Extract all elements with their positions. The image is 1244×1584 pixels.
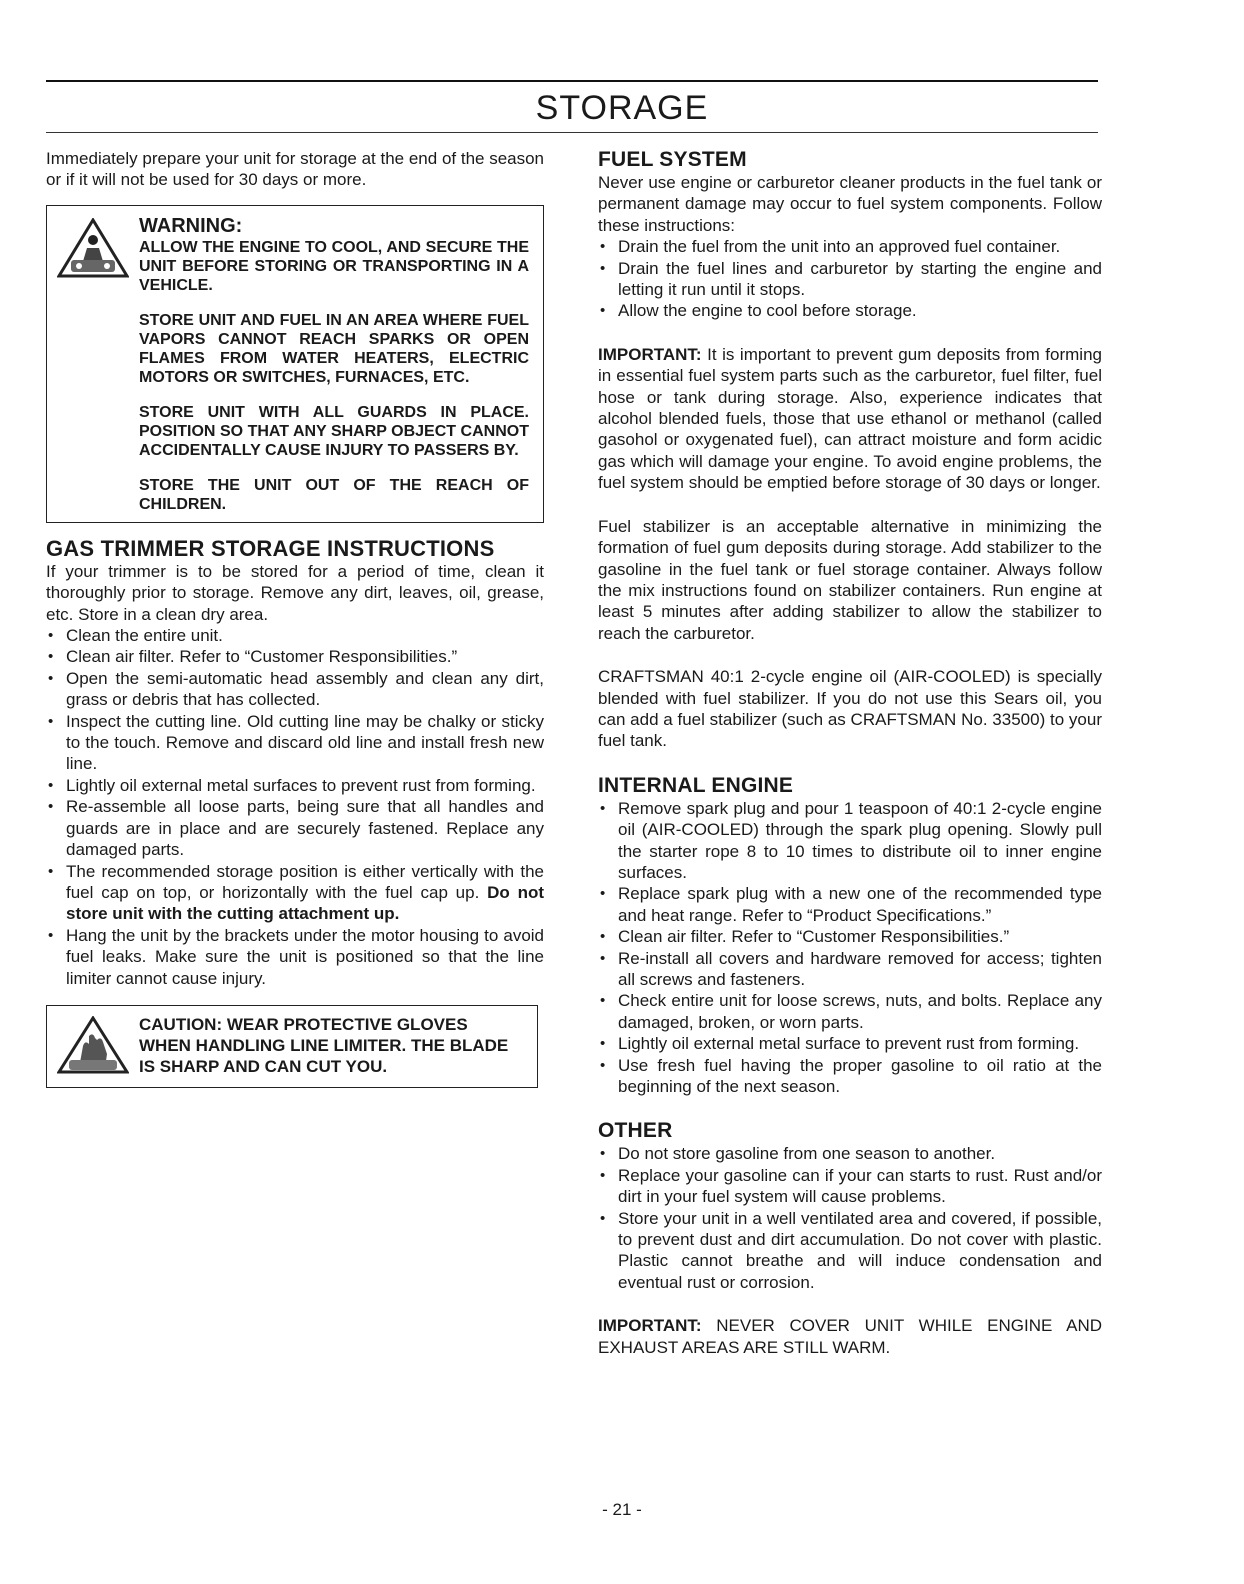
storage-position-text: The recommended storage position is either vertically with the fuel cap on top, or horizontally with the fuel cap up.: [66, 861, 544, 902]
list-item: • Re-install all covers and hardware removed for access; tighten all screws and fasteners.: [598, 948, 1102, 991]
warning-body: [139, 214, 529, 514]
important-text: It is important to prevent gum deposits from forming in essential fuel system parts such as the carburetor, fuel filter, fuel hose or tank during storage. Also, experience indicates that alcohol blended fuels, those that use ethanol or methanol (called gasohol or oxygenated fuel), can attract moisture and form acidic gas which will damage your engine. To avoid engine problems, the fuel system should be emptied before storage of 30 days or longer.: [598, 344, 1102, 493]
gas-trimmer-list: [46, 625, 544, 989]
top-rule: [46, 80, 1098, 82]
list-item: • Inspect the cutting line. Old cutting line may be chalky or sticky to the touch. Remove and discard old line and install fresh new line.: [46, 711, 544, 775]
important-label: IMPORTANT:: [598, 1316, 702, 1336]
list-item: • Check entire unit for loose screws, nuts, and bolts. Replace any damaged, broken, or worn parts.: [598, 990, 1102, 1033]
warning-paragraph: STORE UNIT AND FUEL IN AN AREA WHERE FUEL VAPORS CANNOT REACH SPARKS OR OPEN FLAMES FROM WATER HEATERS, ELECTRIC MOTORS OR SWITCHES, FURNACES, ETC.: [139, 311, 529, 386]
list-item: [46, 861, 544, 925]
important-label: IMPORTANT:: [598, 344, 702, 364]
list-item: • Do not store gasoline from one season to another.: [598, 1143, 1102, 1164]
glove-caution-icon: [57, 1014, 139, 1079]
fuel-stabilizer-paragraph: Fuel stabilizer is an acceptable alternative in minimizing the formation of fuel gum deposits during storage. Add stabilizer to the gasoline in the fuel tank or fuel storage container. Always follow the mix instructions found on stabilizer containers. Run engine at least 5 minutes after adding stabilizer to allow the stabilizer to reach the carburetor.: [598, 516, 1102, 643]
warning-box: [46, 205, 544, 523]
other-heading: OTHER: [598, 1119, 673, 1143]
right-column: [598, 148, 1102, 1358]
storage-position-bold: Do not store unit with the cutting attachment up.: [66, 882, 544, 924]
list-item: • Drain the fuel from the unit into an approved fuel container.: [598, 236, 1102, 257]
page-title: STORAGE: [535, 89, 709, 127]
fuel-important-paragraph: [598, 344, 1102, 494]
warning-paragraph: STORE UNIT WITH ALL GUARDS IN PLACE. POSITION SO THAT ANY SHARP OBJECT CANNOT ACCIDENTALLY CAUSE INJURY TO PASSERS BY.: [139, 403, 529, 459]
list-item: • Re-assemble all loose parts, being sure that all handles and guards are in place and are securely fastened. Replace any damaged parts.: [46, 796, 544, 860]
caution-text: CAUTION: WEAR PROTECTIVE GLOVES WHEN HANDLING LINE LIMITER. THE BLADE IS SHARP AND CAN CUT YOU.: [139, 1014, 509, 1076]
list-item: • Lightly oil external metal surfaces to prevent rust from forming.: [46, 775, 544, 796]
list-item: • Drain the fuel lines and carburetor by starting the engine and letting it run until it stops.: [598, 258, 1102, 301]
warning-paragraph: ALLOW THE ENGINE TO COOL, AND SECURE THE UNIT BEFORE STORING OR TRANSPORTING IN A VEHICLE.: [139, 238, 529, 294]
list-item: • Allow the engine to cool before storage.: [598, 300, 1102, 321]
internal-engine-heading: INTERNAL ENGINE: [598, 773, 794, 797]
fuel-system-heading: FUEL SYSTEM: [598, 148, 747, 171]
intro-paragraph: Immediately prepare your unit for storage at the end of the season or if it will not be used for 30 days or more.: [46, 149, 545, 190]
caution-box: [46, 1005, 538, 1088]
gas-trimmer-intro: If your trimmer is to be stored for a period of time, clean it thoroughly prior to storage. Remove any dirt, leaves, oil, grease, etc. Store in a clean dry area.: [46, 561, 544, 624]
list-item: • Hang the unit by the brackets under the motor housing to avoid fuel leaks. Make sure the unit is positioned so that the line limiter cannot cause injury.: [46, 925, 544, 989]
gas-trimmer-heading: GAS TRIMMER STORAGE INSTRUCTIONS: [46, 535, 495, 561]
craftsman-oil-paragraph: CRAFTSMAN 40:1 2-cycle engine oil (AIR-COOLED) is specially blended with fuel stabilizer. If you do not use this Sears oil, you can add a fuel stabilizer (such as CRAFTSMAN No. 33500) to your fuel tank.: [598, 667, 1102, 751]
list-item: • Remove spark plug and pour 1 teaspoon of 40:1 2-cycle engine oil (AIR-COOLED) through the spark plug opening. Slowly pull the starter rope 8 to 10 times to distribute oil to inner engine surfaces.: [598, 798, 1102, 884]
operator-safety-warning-icon: [57, 214, 139, 283]
list-item: • Clean air filter. Refer to “Customer Responsibilities.”: [46, 646, 544, 667]
important-text: NEVER COVER UNIT WHILE ENGINE AND EXHAUST AREAS ARE STILL WARM.: [598, 1316, 1102, 1357]
fuel-system-list: [598, 236, 1102, 322]
fuel-system-intro: Never use engine or carburetor cleaner products in the fuel tank or permanent damage may occur to fuel system components. Follow these instructions:: [598, 173, 1102, 235]
left-column: [46, 148, 544, 1088]
list-item: • Clean the entire unit.: [46, 625, 544, 646]
title-underline: [46, 132, 1098, 133]
other-important-paragraph: [598, 1315, 1102, 1358]
internal-engine-list: [598, 798, 1102, 1098]
list-item: • Clean air filter. Refer to “Customer Responsibilities.”: [598, 926, 1102, 947]
page-number: - 21 -: [602, 1500, 642, 1519]
warning-paragraph: STORE THE UNIT OUT OF THE REACH OF CHILDREN.: [139, 476, 529, 513]
list-item: • Lightly oil external metal surface to prevent rust from forming.: [598, 1033, 1102, 1054]
list-item: • Replace your gasoline can if your can starts to rust. Rust and/or dirt in your fuel system will cause problems.: [598, 1165, 1102, 1208]
list-item: • Open the semi-automatic head assembly and clean any dirt, grass or debris that has collected.: [46, 668, 544, 711]
list-item: • Replace spark plug with a new one of the recommended type and heat range. Refer to “Product Specifications.”: [598, 883, 1102, 926]
other-list: [598, 1143, 1102, 1293]
warning-title: WARNING:: [139, 214, 243, 237]
list-item: • Use fresh fuel having the proper gasoline to oil ratio at the beginning of the next season.: [598, 1055, 1102, 1098]
list-item: • Store your unit in a well ventilated area and covered, if possible, to prevent dust and dirt accumulation. Do not cover with plastic. Plastic cannot breathe and will induce condensation and eventual rust or corrosion.: [598, 1208, 1102, 1294]
